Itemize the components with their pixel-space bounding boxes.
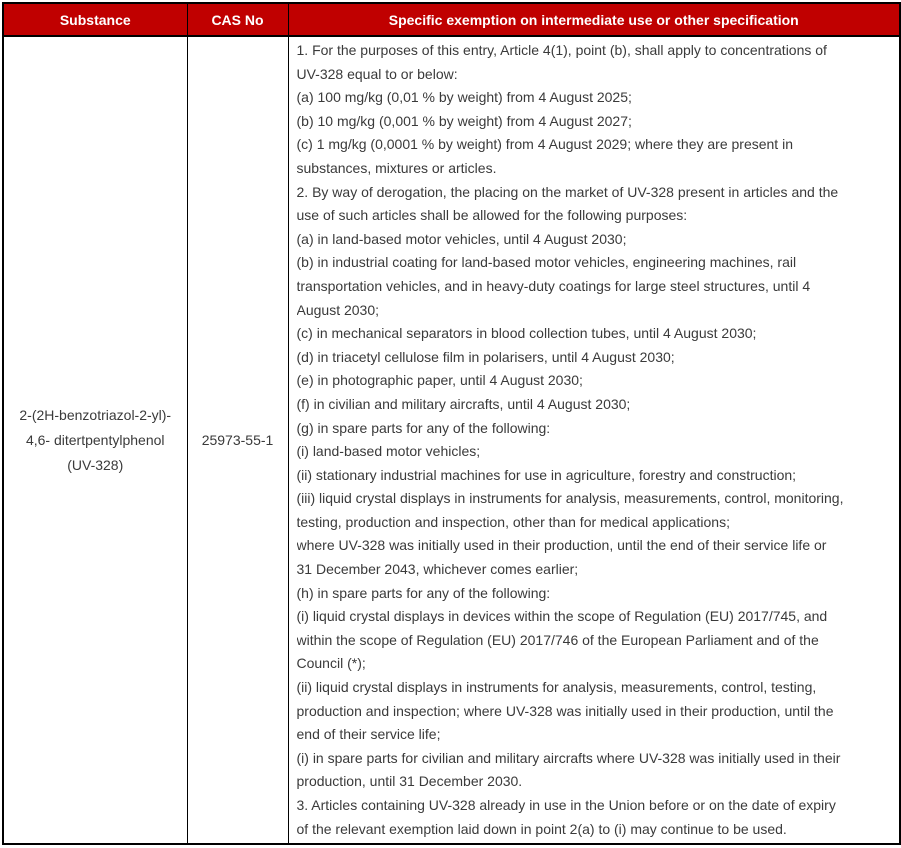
text-line: (c) 1 mg/kg (0,0001 % by weight) from 4 August 2029; where they are present in bbox=[296, 136, 793, 153]
table-header-row bbox=[3, 3, 900, 36]
text-line: (ii) stationary industrial machines for use in agriculture, forestry and construction; bbox=[296, 466, 797, 483]
text-line: (i) in spare parts for civilian and military aircrafts where UV-328 was initially used in their bbox=[296, 749, 841, 766]
text-line: (UV-328) bbox=[67, 456, 124, 473]
text-line: August 2030; bbox=[296, 301, 380, 318]
text-line: (e) in photographic paper, until 4 August 2030; bbox=[296, 372, 583, 389]
text-line: of the relevant exemption laid down in point 2(a) to (i) may continue to be used. bbox=[296, 820, 787, 837]
text-line: (b) in industrial coating for land-based motor vehicles, engineering machines, rail bbox=[296, 254, 797, 271]
text-line: testing, production and inspection, other than for medical applications; bbox=[296, 513, 730, 530]
text-line: (f) in civilian and military aircrafts, until 4 August 2030; bbox=[296, 395, 631, 412]
text-line: 31 December 2043, whichever comes earlier; bbox=[296, 561, 579, 578]
cas-no-cell: 25973-55-1 bbox=[187, 36, 288, 844]
text-line: 2. By way of derogation, the placing on the market of UV-328 present in articles and the bbox=[296, 183, 839, 200]
text-line: (a) in land-based motor vehicles, until 4 August 2030; bbox=[296, 230, 627, 247]
text-line: 2-(2H-benzotriazol-2-yl)- bbox=[19, 406, 172, 423]
text-line: (i) land-based motor vehicles; bbox=[296, 443, 481, 460]
text-line: where UV-328 was initially used in their production, until the end of their service life or bbox=[296, 537, 827, 554]
text-line: 1. For the purposes of this entry, Article 4(1), point (b), shall apply to concentrations of bbox=[296, 42, 827, 58]
text-line: (iii) liquid crystal displays in instruments for analysis, measurements, control, monitoring, bbox=[296, 490, 844, 507]
text-line: use of such articles shall be allowed for the following purposes: bbox=[296, 207, 688, 224]
text-line: Council (*); bbox=[296, 655, 366, 672]
text-line: 3. Articles containing UV-328 already in use in the Union before or on the date of expiry bbox=[296, 797, 836, 813]
text-line: UV-328 equal to or below: bbox=[296, 65, 458, 82]
text-line: within the scope of Regulation (EU) 2017/746 of the European Parliament and of the bbox=[296, 631, 819, 648]
text-line: transportation vehicles, and in heavy-duty coatings for large steel structures, until 4 bbox=[296, 277, 811, 294]
substance-cell bbox=[3, 36, 187, 844]
column-header-substance: Substance bbox=[3, 3, 187, 36]
exemption-table bbox=[2, 2, 901, 845]
text-line: production and inspection; where UV-328 was initially used in their production, until the bbox=[296, 702, 834, 719]
text-line: end of their service life; bbox=[296, 726, 441, 743]
text-line: 4,6- ditertpentylphenol bbox=[25, 431, 165, 448]
column-header-cas-no: CAS No bbox=[187, 3, 288, 36]
text-line: (i) liquid crystal displays in devices within the scope of Regulation (EU) 2017/745, and bbox=[296, 608, 828, 625]
text-line: (a) 100 mg/kg (0,01 % by weight) from 4 August 2025; bbox=[296, 89, 632, 106]
text-line: production, until 31 December 2030. bbox=[296, 773, 523, 790]
text-line: (ii) liquid crystal displays in instruments for analysis, measurements, control, testing, bbox=[296, 679, 817, 696]
text-line: (c) in mechanical separators in blood collection tubes, until 4 August 2030; bbox=[296, 325, 757, 342]
text-line: (b) 10 mg/kg (0,001 % by weight) from 4 August 2027; bbox=[296, 112, 632, 129]
text-line: substances, mixtures or articles. bbox=[296, 159, 497, 176]
text-line: (g) in spare parts for any of the following: bbox=[296, 419, 551, 436]
text-line: (d) in triacetyl cellulose film in polarisers, until 4 August 2030; bbox=[296, 348, 675, 365]
text-line: (h) in spare parts for any of the following: bbox=[296, 584, 551, 601]
column-header-specific-exemption: Specific exemption on intermediate use or other specification bbox=[288, 3, 900, 36]
exemption-text-cell bbox=[288, 36, 900, 844]
table-row bbox=[3, 36, 900, 844]
